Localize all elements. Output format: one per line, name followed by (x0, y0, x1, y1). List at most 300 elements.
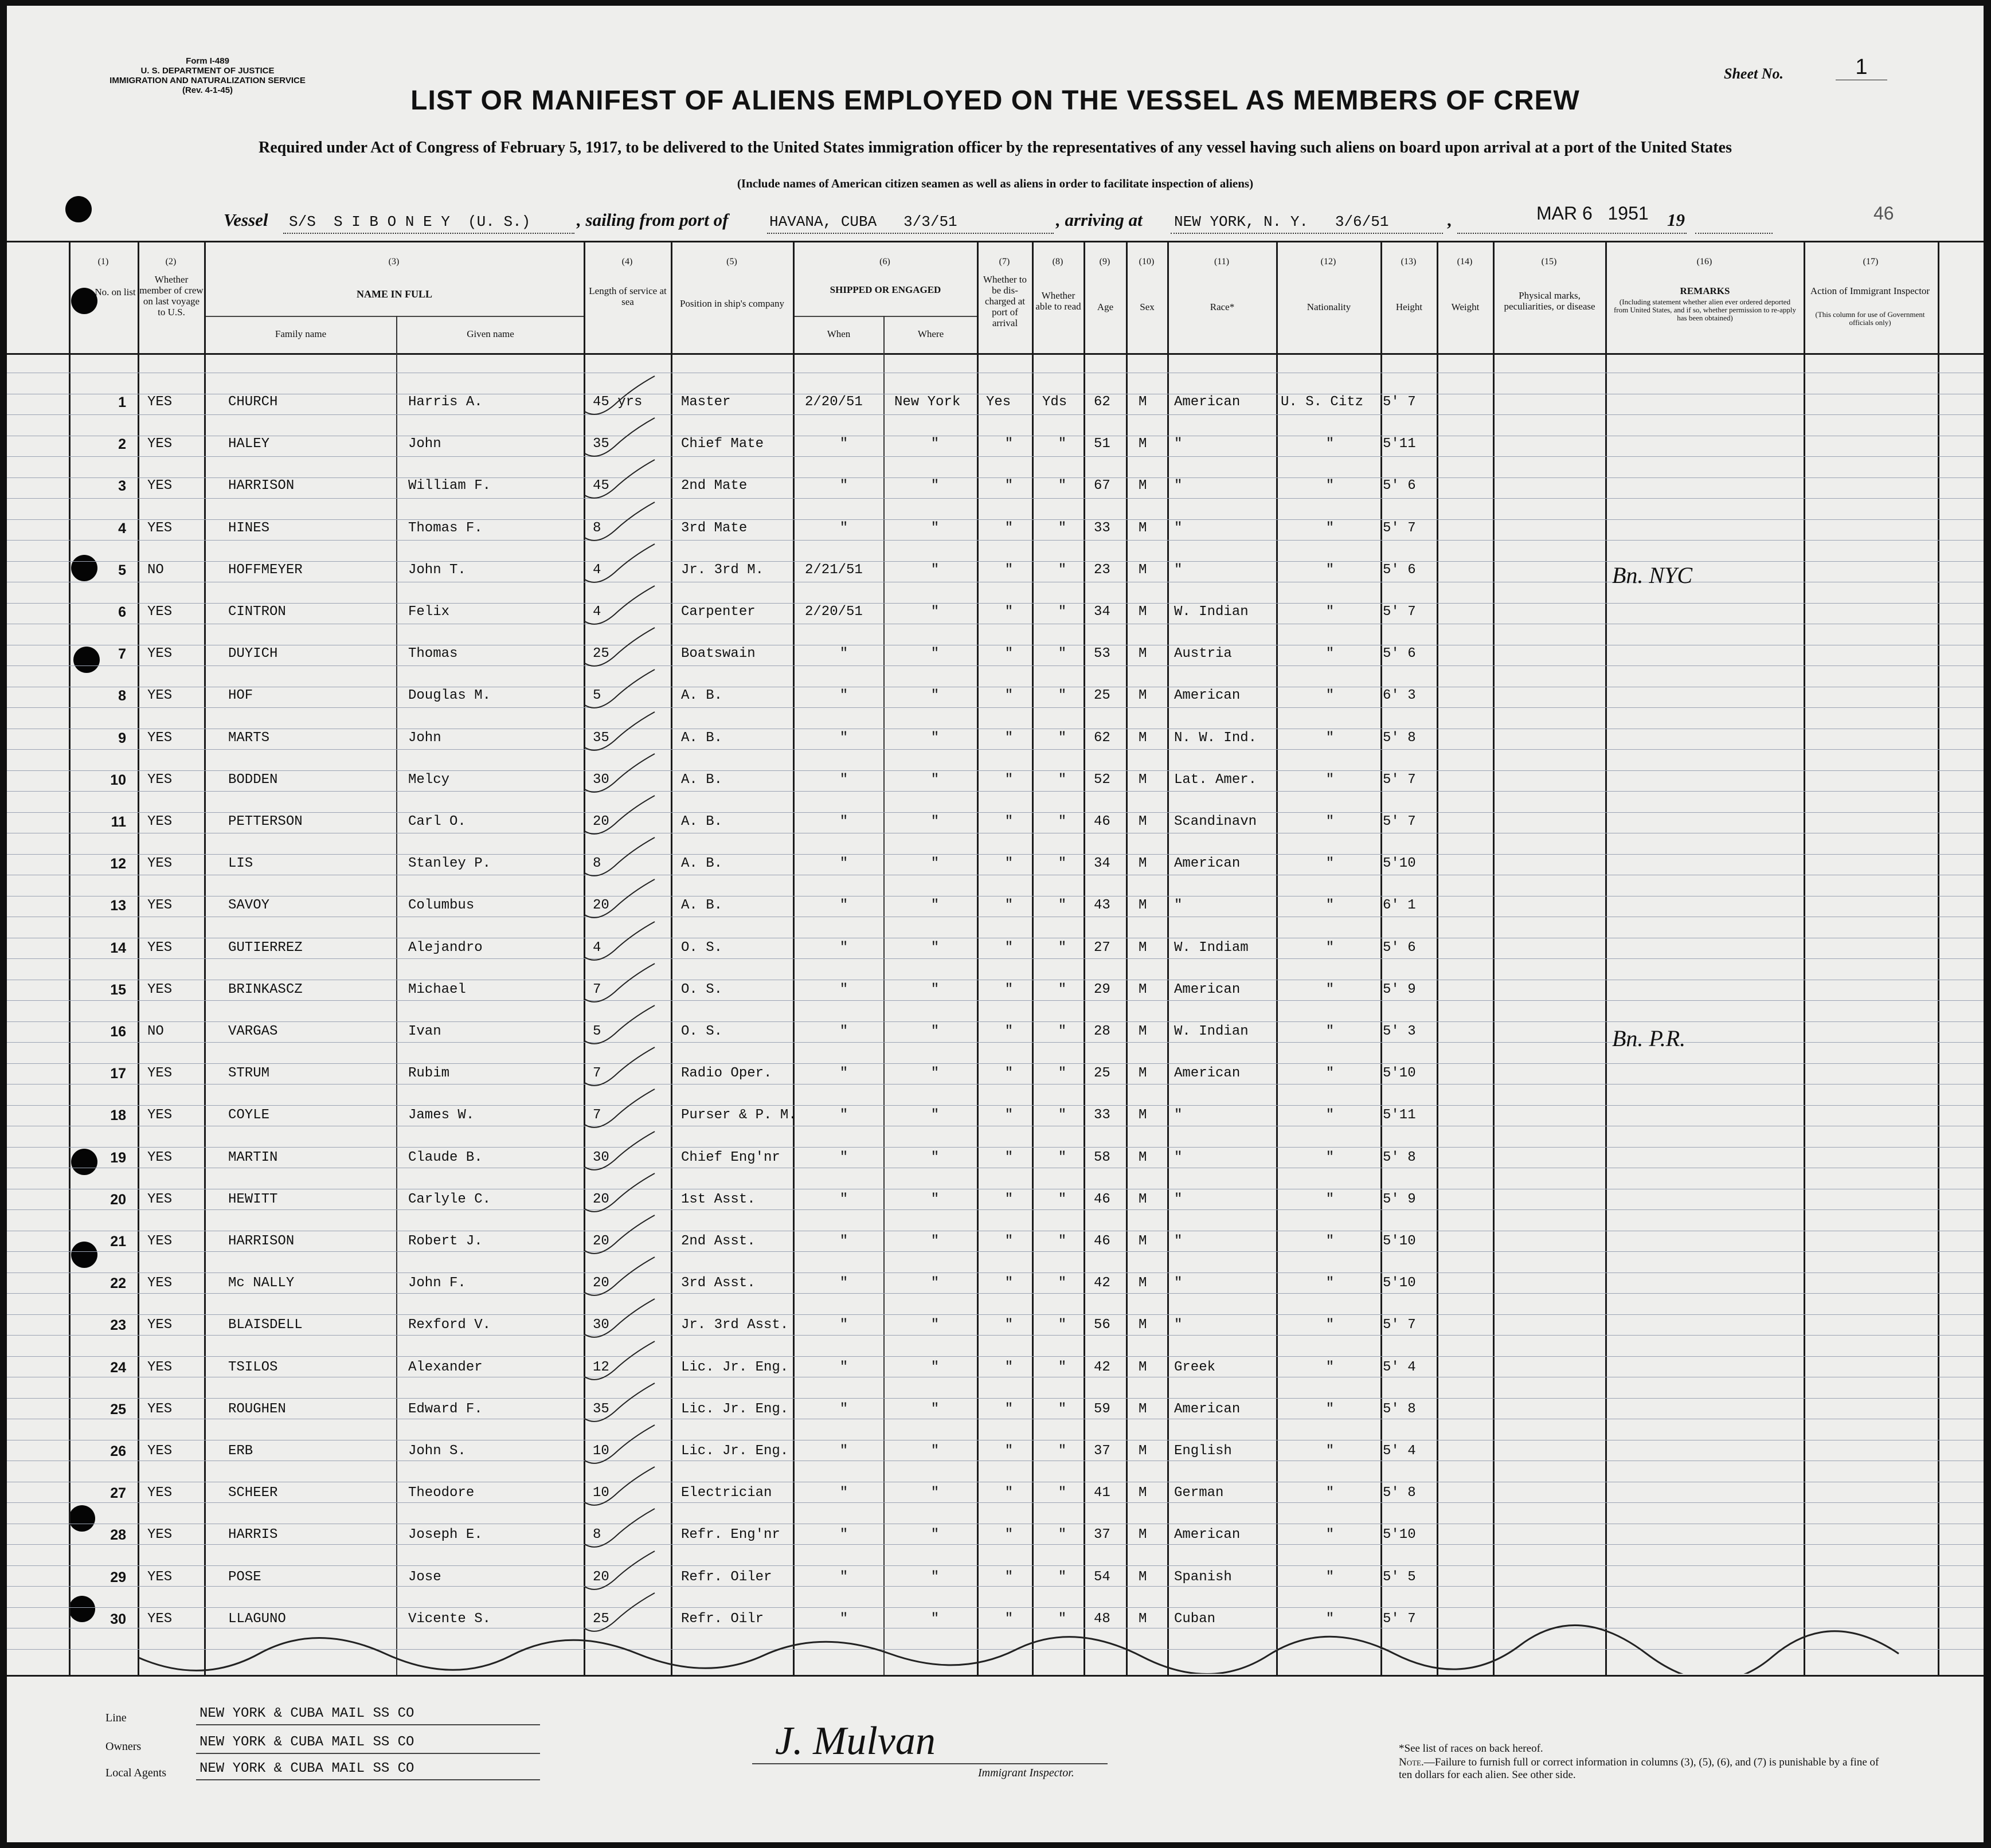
cell-read: " (1058, 1443, 1067, 1459)
vessel-label: Vessel (224, 210, 268, 230)
cell-given: Claude B. (408, 1150, 483, 1165)
cell-prev: YES (147, 1401, 173, 1417)
cell-where: " (930, 646, 940, 661)
cell-disch: " (1004, 1360, 1014, 1375)
cell-sex: M (1139, 772, 1147, 788)
cell-family: BRINKASCZ (228, 982, 303, 997)
cell-position: Carpenter (681, 604, 756, 620)
cell-service: 25 (593, 646, 609, 661)
stamp-number: 46 (1873, 203, 1894, 224)
cell-nationality: " (1325, 730, 1335, 746)
cell-no: 22 (110, 1275, 126, 1291)
cell-age: 62 (1094, 394, 1110, 410)
cell-where: " (930, 1485, 940, 1501)
cell-given: Michael (408, 982, 466, 997)
cell-given: William F. (408, 478, 491, 494)
cell-age: 62 (1094, 730, 1110, 746)
cell-sex: M (1139, 1275, 1147, 1291)
col-header-service: Length of service at sea (589, 285, 667, 307)
cell-height: 5' 9 (1383, 1192, 1416, 1207)
cell-given: John S. (408, 1443, 466, 1459)
cell-prev: YES (147, 1234, 173, 1249)
cell-position: Lic. Jr. Eng. (681, 1360, 789, 1375)
cell-nationality: " (1325, 1485, 1335, 1501)
cell-prev: YES (147, 1485, 173, 1501)
cell-age: 28 (1094, 1024, 1110, 1039)
cell-where: " (930, 814, 940, 829)
cell-disch: " (1004, 940, 1014, 956)
cell-where: " (930, 1527, 940, 1542)
cell-service: 45 (593, 478, 609, 494)
cell-family: HARRIS (228, 1527, 278, 1542)
cell-position: Jr. 3rd Asst. (681, 1317, 789, 1333)
cell-where: " (930, 1066, 940, 1081)
cell-given: James W. (408, 1107, 475, 1123)
cell-when: " (839, 1192, 848, 1207)
cell-sex: M (1139, 436, 1147, 452)
cell-disch: " (1004, 898, 1014, 913)
cell-disch: " (1004, 1234, 1014, 1249)
cell-disch: " (1004, 1401, 1014, 1417)
cell-prev: YES (147, 772, 173, 788)
cell-given: Thomas F. (408, 520, 483, 536)
ruled-line (7, 1565, 1984, 1566)
cell-where: " (930, 1569, 940, 1585)
cell-disch: " (1004, 1317, 1014, 1333)
column-number: (9) (1099, 257, 1110, 267)
cell-age: 56 (1094, 1317, 1110, 1333)
cell-family: HARRISON (228, 1234, 295, 1249)
ruled-line (7, 770, 1984, 771)
cell-no: 28 (110, 1527, 126, 1543)
cell-position: Boatswain (681, 646, 756, 661)
cell-disch: " (1004, 436, 1014, 452)
cell-race: W. Indian (1174, 1024, 1249, 1039)
cell-prev: YES (147, 436, 173, 452)
cell-when: " (839, 982, 848, 997)
cell-read: " (1058, 1066, 1067, 1081)
cell-given: Theodore (408, 1485, 475, 1501)
cell-where: " (930, 1107, 940, 1123)
cell-position: 3rd Mate (681, 520, 748, 536)
cell-read: " (1058, 604, 1067, 620)
cell-height: 5'11 (1383, 1107, 1416, 1123)
cell-service: 35 (593, 1401, 609, 1417)
cell-read: " (1058, 562, 1067, 578)
ruled-line (7, 414, 1984, 415)
page-title: LIST OR MANIFEST OF ALIENS EMPLOYED ON THE VESSEL AS MEMBERS OF CREW (410, 85, 1580, 116)
cell-no: 5 (118, 562, 126, 578)
cell-race: " (1174, 436, 1183, 452)
cell-read: " (1058, 1569, 1067, 1585)
cell-service: 7 (593, 1066, 601, 1081)
cell-prev: YES (147, 1527, 173, 1542)
ruled-line (7, 1293, 1984, 1294)
agents-label: Local Agents (105, 1767, 167, 1779)
cell-race: " (1174, 898, 1183, 913)
cell-given: Douglas M. (408, 688, 491, 703)
cell-prev: NO (147, 1024, 164, 1039)
cell-age: 53 (1094, 646, 1110, 661)
column-number: (6) (879, 257, 890, 267)
form-service: IMMIGRATION AND NATURALIZATION SERVICE (109, 76, 306, 85)
cell-given: John T. (408, 562, 466, 578)
cell-race: " (1174, 1192, 1183, 1207)
cell-height: 5'10 (1383, 1066, 1416, 1081)
cell-height: 5'10 (1383, 856, 1416, 871)
cell-prev: YES (147, 604, 173, 620)
ruled-line (7, 1147, 1984, 1148)
sheet-number-value: 1 (1836, 55, 1887, 80)
cell-disch: " (1004, 1443, 1014, 1459)
cell-disch: " (1004, 1192, 1014, 1207)
cell-service: 5 (593, 688, 601, 703)
cell-sex: M (1139, 856, 1147, 871)
ruled-line (7, 1544, 1984, 1545)
cell-age: 29 (1094, 982, 1110, 997)
cell-no: 15 (110, 982, 126, 998)
ruled-line (7, 603, 1984, 604)
cell-sex: M (1139, 478, 1147, 494)
cell-race: American (1174, 1527, 1241, 1542)
cell-family: LLAGUNO (228, 1611, 286, 1627)
cell-nationality: " (1325, 562, 1335, 578)
cell-when: " (839, 730, 848, 746)
cell-when: " (839, 646, 848, 661)
cell-family: HEWITT (228, 1192, 278, 1207)
col-header-age: Age (1097, 302, 1114, 312)
cell-no: 27 (110, 1485, 126, 1501)
form-number: Form I-489 (186, 56, 229, 66)
remark-handwritten: Bn. NYC (1612, 562, 1693, 588)
cell-read: " (1058, 856, 1067, 871)
cell-race: German (1174, 1485, 1224, 1501)
cell-service: 8 (593, 856, 601, 871)
cell-when: " (839, 814, 848, 829)
cell-position: 2nd Asst. (681, 1234, 756, 1249)
cell-sex: M (1139, 394, 1147, 410)
cell-age: 33 (1094, 520, 1110, 536)
cell-race: Cuban (1174, 1611, 1216, 1627)
cell-no: 18 (110, 1107, 126, 1123)
cell-when: 2/20/51 (805, 604, 863, 620)
cell-age: 27 (1094, 940, 1110, 956)
cell-when: " (839, 1360, 848, 1375)
cell-read: " (1058, 1527, 1067, 1542)
agents-value: NEW YORK & CUBA MAIL SS CO (200, 1761, 414, 1776)
cell-disch: " (1004, 1150, 1014, 1165)
cell-position: Master (681, 394, 731, 410)
cell-read: " (1058, 1611, 1067, 1627)
cell-race: American (1174, 688, 1241, 703)
cell-height: 5'10 (1383, 1275, 1416, 1291)
cell-where: " (930, 1192, 940, 1207)
cell-disch: " (1004, 1275, 1014, 1291)
form-department: U. S. DEPARTMENT OF JUSTICE (140, 66, 275, 76)
cell-sex: M (1139, 1401, 1147, 1417)
cell-sex: M (1139, 1527, 1147, 1542)
column-number: (5) (726, 257, 737, 267)
cell-when: " (839, 1401, 848, 1417)
cell-race: " (1174, 520, 1183, 536)
cell-when: " (839, 1150, 848, 1165)
col-header-nationality: Nationality (1307, 302, 1351, 312)
cell-disch: " (1004, 1066, 1014, 1081)
cell-position: Chief Mate (681, 436, 764, 452)
cell-no: 1 (118, 394, 126, 410)
cell-position: Purser & P. M. (681, 1107, 797, 1123)
cell-height: 5' 6 (1383, 940, 1416, 956)
cell-disch: " (1004, 982, 1014, 997)
cell-family: CINTRON (228, 604, 286, 620)
cell-position: Jr. 3rd M. (681, 562, 764, 578)
sailing-port: HAVANA, CUBA 3/3/51 (769, 213, 957, 230)
cell-service: 20 (593, 1192, 609, 1207)
cell-family: MARTIN (228, 1150, 278, 1165)
cell-when: " (839, 856, 848, 871)
cell-race: American (1174, 982, 1241, 997)
cell-no: 7 (118, 646, 126, 662)
cell-age: 67 (1094, 478, 1110, 494)
cell-read: " (1058, 772, 1067, 788)
cell-when: " (839, 436, 848, 452)
cell-no: 21 (110, 1234, 126, 1250)
cell-given: Felix (408, 604, 450, 620)
cell-disch: " (1004, 772, 1014, 788)
cell-height: 5'10 (1383, 1234, 1416, 1249)
cell-prev: YES (147, 1611, 173, 1627)
cell-race: " (1174, 478, 1183, 494)
date-stamp: MAR 6 1951 (1536, 203, 1649, 224)
cell-prev: YES (147, 730, 173, 746)
cell-nationality: " (1325, 478, 1335, 494)
cell-age: 46 (1094, 814, 1110, 829)
cell-where: " (930, 688, 940, 703)
cell-read: " (1058, 982, 1067, 997)
cell-prev: NO (147, 562, 164, 578)
cell-race: " (1174, 1317, 1183, 1333)
cell-height: 5' 5 (1383, 1569, 1416, 1585)
cell-given: Thomas (408, 646, 458, 661)
cell-sex: M (1139, 1611, 1147, 1627)
column-number: (2) (165, 257, 177, 267)
form-revision: (Rev. 4-1-45) (182, 85, 233, 95)
cell-when: " (839, 520, 848, 536)
cell-given: Joseph E. (408, 1527, 483, 1542)
cell-given: Alejandro (408, 940, 483, 956)
col-header-shipped: SHIPPED OR ENGAGED (830, 284, 941, 295)
cell-sex: M (1139, 730, 1147, 746)
line-value: NEW YORK & CUBA MAIL SS CO (200, 1706, 414, 1721)
ruled-line (7, 958, 1984, 959)
cell-no: 26 (110, 1443, 126, 1459)
cell-read: " (1058, 520, 1067, 536)
cell-race: American (1174, 1066, 1241, 1081)
cell-race: " (1174, 1275, 1183, 1291)
cell-disch: " (1004, 1569, 1014, 1585)
owners-value: NEW YORK & CUBA MAIL SS CO (200, 1735, 414, 1750)
cell-prev: YES (147, 394, 173, 410)
arrival-port: NEW YORK, N. Y. 3/6/51 (1174, 213, 1389, 230)
cell-service: 20 (593, 1234, 609, 1249)
cell-prev: YES (147, 814, 173, 829)
col-header-height: Height (1395, 302, 1423, 312)
cell-position: A. B. (681, 730, 723, 746)
cell-read: " (1058, 730, 1067, 746)
cell-race: American (1174, 1401, 1241, 1417)
binder-hole (65, 196, 92, 222)
cell-age: 43 (1094, 898, 1110, 913)
column-number: (7) (999, 257, 1010, 267)
cell-height: 5' 7 (1383, 814, 1416, 829)
cell-when: " (839, 940, 848, 956)
cell-given: Carl O. (408, 814, 466, 829)
cell-position: 1st Asst. (681, 1192, 756, 1207)
cell-age: 33 (1094, 1107, 1110, 1123)
cell-sex: M (1139, 898, 1147, 913)
cell-when: " (839, 772, 848, 788)
cell-prev: YES (147, 1275, 173, 1291)
cell-position: O. S. (681, 940, 723, 956)
cell-read: " (1058, 688, 1067, 703)
cell-where: " (930, 856, 940, 871)
cell-read: " (1058, 1485, 1067, 1501)
cell-nationality: U. S. Citz (1281, 394, 1364, 410)
cell-position: A. B. (681, 814, 723, 829)
cell-disch: " (1004, 1024, 1014, 1039)
cell-when: " (839, 1443, 848, 1459)
ruled-line (7, 498, 1984, 499)
cell-age: 34 (1094, 856, 1110, 871)
ruled-line (7, 812, 1984, 813)
cell-nationality: " (1325, 856, 1335, 871)
cell-prev: YES (147, 688, 173, 703)
cell-race: W. Indian (1174, 604, 1249, 620)
cell-disch: Yes (986, 394, 1011, 410)
cell-prev: YES (147, 478, 173, 494)
cell-prev: YES (147, 1317, 173, 1333)
cell-service: 30 (593, 1150, 609, 1165)
cell-no: 25 (110, 1401, 126, 1418)
cell-read: " (1058, 1401, 1067, 1417)
port-dotted-line (767, 233, 1054, 234)
cell-position: Refr. Oilr (681, 1611, 764, 1627)
cell-height: 5' 6 (1383, 562, 1416, 578)
cell-read: " (1058, 436, 1067, 452)
cell-family: Mc NALLY (228, 1275, 295, 1291)
col-header-remarks: REMARKS (1680, 285, 1730, 296)
cell-read: " (1058, 1360, 1067, 1375)
cell-sex: M (1139, 562, 1147, 578)
cell-sex: M (1139, 646, 1147, 661)
cell-position: Radio Oper. (681, 1066, 772, 1081)
cell-height: 5' 7 (1383, 394, 1416, 410)
cell-nationality: " (1325, 1024, 1335, 1039)
note-label: Note. (1399, 1756, 1424, 1768)
form-subnote: (Include names of American citizen seamen as well as aliens in order to facilitate inspection of aliens) (737, 177, 1254, 190)
column-number: (17) (1863, 257, 1879, 267)
cell-when: " (839, 1485, 848, 1501)
cell-where: New York (894, 394, 961, 410)
cell-race: Austria (1174, 646, 1232, 661)
cell-given: Columbus (408, 898, 475, 913)
cell-given: Alexander (408, 1360, 483, 1375)
cell-age: 25 (1094, 1066, 1110, 1081)
ruled-line (7, 1021, 1984, 1022)
cell-nationality: " (1325, 1107, 1335, 1123)
cell-where: " (930, 436, 940, 452)
cell-no: 2 (118, 436, 126, 452)
ruled-line (7, 1251, 1984, 1252)
penalty-note (1399, 1756, 1892, 1782)
cell-nationality: " (1325, 436, 1335, 452)
cell-service: 4 (593, 940, 601, 956)
cell-position: Electrician (681, 1485, 772, 1501)
column-number: (14) (1457, 257, 1473, 267)
cell-nationality: " (1325, 1569, 1335, 1585)
cell-read: " (1058, 1024, 1067, 1039)
cell-service: 12 (593, 1360, 609, 1375)
ruled-line (7, 1063, 1984, 1064)
cell-position: Lic. Jr. Eng. (681, 1443, 789, 1459)
column-number: (8) (1052, 257, 1063, 267)
cell-race: " (1174, 1107, 1183, 1123)
cell-when: " (839, 1527, 848, 1542)
cell-service: 20 (593, 1275, 609, 1291)
cell-prev: YES (147, 898, 173, 913)
cell-prev: YES (147, 1360, 173, 1375)
cell-read: " (1058, 814, 1067, 829)
cell-where: " (930, 478, 940, 494)
cell-sex: M (1139, 1360, 1147, 1375)
cell-read: " (1058, 940, 1067, 956)
cell-nationality: " (1325, 1150, 1335, 1165)
cell-given: Ivan (408, 1024, 441, 1039)
cell-position: Chief Eng'nr (681, 1150, 780, 1165)
cell-race: American (1174, 394, 1241, 410)
cell-family: GUTIERREZ (228, 940, 303, 956)
cell-age: 48 (1094, 1611, 1110, 1627)
cell-given: Harris A. (408, 394, 483, 410)
arriving-label: , arriving at (1056, 210, 1143, 230)
cell-prev: YES (147, 856, 173, 871)
cell-disch: " (1004, 730, 1014, 746)
cell-nationality: " (1325, 1275, 1335, 1291)
cell-disch: " (1004, 1485, 1014, 1501)
cell-age: 58 (1094, 1150, 1110, 1165)
column-number: (1) (97, 257, 109, 267)
cell-sex: M (1139, 1234, 1147, 1249)
cell-height: 5' 7 (1383, 604, 1416, 620)
cell-where: " (930, 520, 940, 536)
cell-family: DUYICH (228, 646, 278, 661)
vessel-name: S/S S I B O N E Y (U. S.) (289, 213, 531, 230)
cell-where: " (930, 1275, 940, 1291)
cell-when: 2/21/51 (805, 562, 863, 578)
column-number: (15) (1541, 257, 1557, 267)
cell-where: " (930, 604, 940, 620)
cell-where: " (930, 1611, 940, 1627)
column-number: (4) (621, 257, 633, 267)
cell-family: TSILOS (228, 1360, 278, 1375)
column-number: (16) (1696, 257, 1712, 267)
cell-where: " (930, 1317, 940, 1333)
cell-no: 29 (110, 1569, 126, 1585)
cell-given: Melcy (408, 772, 450, 788)
cell-family: SCHEER (228, 1485, 278, 1501)
cell-family: COYLE (228, 1107, 270, 1123)
ruled-line (7, 1502, 1984, 1503)
